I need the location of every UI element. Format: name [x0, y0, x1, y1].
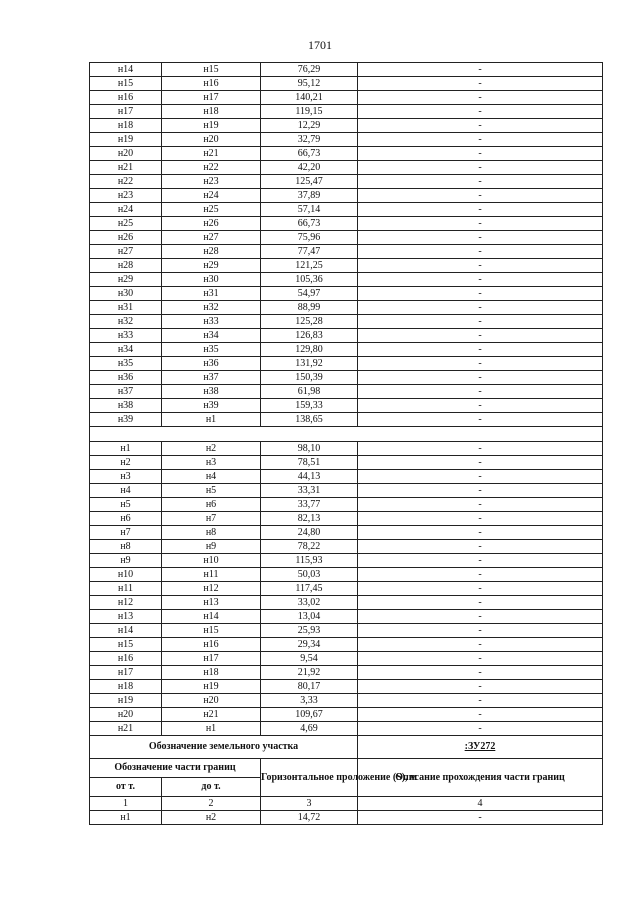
- horizontal-distance: 150,39: [261, 371, 358, 385]
- from-point: н20: [90, 147, 162, 161]
- table-row: [90, 385, 603, 399]
- horizontal-distance: 14,72: [261, 811, 358, 825]
- from-point: н16: [90, 91, 162, 105]
- table2-body: [90, 442, 603, 736]
- to-point: н4: [162, 470, 261, 484]
- horizontal-distance: 126,83: [261, 329, 358, 343]
- horizontal-distance: 44,13: [261, 470, 358, 484]
- horizontal-distance: 29,34: [261, 638, 358, 652]
- horizontal-distance: 24,80: [261, 526, 358, 540]
- from-point: н8: [90, 540, 162, 554]
- to-point: н20: [162, 133, 261, 147]
- from-point: н9: [90, 554, 162, 568]
- to-point: н30: [162, 273, 261, 287]
- horizontal-distance: 98,10: [261, 442, 358, 456]
- header-description: Описание прохождения части границ: [358, 759, 603, 797]
- from-point: н15: [90, 77, 162, 91]
- table-row: [90, 273, 603, 287]
- description: -: [358, 385, 603, 399]
- horizontal-distance: 88,99: [261, 301, 358, 315]
- from-point: н21: [90, 161, 162, 175]
- from-point: н31: [90, 301, 162, 315]
- horizontal-distance: 82,13: [261, 512, 358, 526]
- table-row: [90, 442, 603, 456]
- description: -: [358, 484, 603, 498]
- horizontal-distance: 37,89: [261, 189, 358, 203]
- horizontal-distance: 117,45: [261, 582, 358, 596]
- to-point: н33: [162, 315, 261, 329]
- description: -: [358, 245, 603, 259]
- from-point: н13: [90, 610, 162, 624]
- from-point: н17: [90, 105, 162, 119]
- table-row: [90, 540, 603, 554]
- from-point: н26: [90, 231, 162, 245]
- from-point: н14: [90, 624, 162, 638]
- horizontal-distance: 54,97: [261, 287, 358, 301]
- horizontal-distance: 109,67: [261, 708, 358, 722]
- to-point: н7: [162, 512, 261, 526]
- table-row: [90, 371, 603, 385]
- table-row: [90, 666, 603, 680]
- from-point: н32: [90, 315, 162, 329]
- horizontal-distance: 57,14: [261, 203, 358, 217]
- table-row: [90, 413, 603, 427]
- description: -: [358, 624, 603, 638]
- from-point: н17: [90, 666, 162, 680]
- table1-body: [90, 63, 603, 427]
- horizontal-distance: 129,80: [261, 343, 358, 357]
- to-point: н3: [162, 456, 261, 470]
- to-point: н13: [162, 596, 261, 610]
- description: -: [358, 287, 603, 301]
- to-point: н18: [162, 105, 261, 119]
- from-point: н27: [90, 245, 162, 259]
- table-row: [90, 287, 603, 301]
- horizontal-distance: 4,69: [261, 722, 358, 736]
- description: -: [358, 105, 603, 119]
- horizontal-distance: 33,31: [261, 484, 358, 498]
- from-point: н35: [90, 357, 162, 371]
- description: -: [358, 638, 603, 652]
- description: -: [358, 329, 603, 343]
- from-point: н22: [90, 175, 162, 189]
- page-number: 1701: [308, 38, 332, 52]
- description: -: [358, 413, 603, 427]
- to-point: н29: [162, 259, 261, 273]
- description: -: [358, 596, 603, 610]
- horizontal-distance: 78,51: [261, 456, 358, 470]
- to-point: н25: [162, 203, 261, 217]
- table-row: [90, 189, 603, 203]
- from-point: н11: [90, 582, 162, 596]
- description: -: [358, 133, 603, 147]
- table-row: [90, 231, 603, 245]
- from-point: н15: [90, 638, 162, 652]
- description: -: [358, 554, 603, 568]
- to-point: н21: [162, 708, 261, 722]
- table-row: [90, 105, 603, 119]
- table-row: [90, 63, 603, 77]
- table-row: [90, 596, 603, 610]
- from-point: н14: [90, 63, 162, 77]
- table-row: [90, 811, 603, 825]
- from-point: н5: [90, 498, 162, 512]
- table-row: [90, 470, 603, 484]
- table-row: [90, 399, 603, 413]
- table-row: [90, 708, 603, 722]
- description: -: [358, 811, 603, 825]
- horizontal-distance: 33,77: [261, 498, 358, 512]
- description: -: [358, 526, 603, 540]
- horizontal-distance: 159,33: [261, 399, 358, 413]
- to-point: н2: [162, 811, 261, 825]
- to-point: н10: [162, 554, 261, 568]
- section-separator: [90, 427, 603, 442]
- description: -: [358, 273, 603, 287]
- to-point: н26: [162, 217, 261, 231]
- horizontal-distance: 12,29: [261, 119, 358, 133]
- horizontal-distance: 138,65: [261, 413, 358, 427]
- from-point: н18: [90, 680, 162, 694]
- description: -: [358, 722, 603, 736]
- horizontal-distance: 77,47: [261, 245, 358, 259]
- table-row: [90, 77, 603, 91]
- to-point: н28: [162, 245, 261, 259]
- to-point: н11: [162, 568, 261, 582]
- description: -: [358, 259, 603, 273]
- from-point: н19: [90, 694, 162, 708]
- table-row: [90, 526, 603, 540]
- description: -: [358, 399, 603, 413]
- table-row: [90, 147, 603, 161]
- header-horizontal: Горизонтальное проложение (S), м: [261, 759, 358, 797]
- to-point: н21: [162, 147, 261, 161]
- to-point: н1: [162, 413, 261, 427]
- table-row: [90, 512, 603, 526]
- horizontal-distance: 61,98: [261, 385, 358, 399]
- description: -: [358, 568, 603, 582]
- from-point: н7: [90, 526, 162, 540]
- description: -: [358, 357, 603, 371]
- to-point: н5: [162, 484, 261, 498]
- to-point: н15: [162, 63, 261, 77]
- to-point: н6: [162, 498, 261, 512]
- description: -: [358, 189, 603, 203]
- description: -: [358, 343, 603, 357]
- description: -: [358, 456, 603, 470]
- to-point: н17: [162, 652, 261, 666]
- description: -: [358, 119, 603, 133]
- table-row: [90, 568, 603, 582]
- table-row: [90, 610, 603, 624]
- table-row: [90, 456, 603, 470]
- horizontal-distance: 66,73: [261, 217, 358, 231]
- table-row: [90, 245, 603, 259]
- description: -: [358, 175, 603, 189]
- to-point: н19: [162, 680, 261, 694]
- from-point: н21: [90, 722, 162, 736]
- from-point: н2: [90, 456, 162, 470]
- to-point: н20: [162, 694, 261, 708]
- to-point: н15: [162, 624, 261, 638]
- from-point: н19: [90, 133, 162, 147]
- horizontal-distance: 140,21: [261, 91, 358, 105]
- description: -: [358, 315, 603, 329]
- horizontal-distance: 78,22: [261, 540, 358, 554]
- horizontal-distance: 76,29: [261, 63, 358, 77]
- horizontal-distance: 75,96: [261, 231, 358, 245]
- column-numbers-row: [90, 797, 603, 811]
- table-row: [90, 498, 603, 512]
- col-number-3: 3: [261, 797, 358, 811]
- parcel-title-row: [90, 736, 603, 759]
- horizontal-distance: 121,25: [261, 259, 358, 273]
- to-point: н12: [162, 582, 261, 596]
- col-number-4: 4: [358, 797, 603, 811]
- horizontal-distance: 119,15: [261, 105, 358, 119]
- from-point: н39: [90, 413, 162, 427]
- table3-body: [90, 811, 603, 825]
- description: -: [358, 694, 603, 708]
- from-point: н24: [90, 203, 162, 217]
- to-point: н19: [162, 119, 261, 133]
- from-point: н38: [90, 399, 162, 413]
- table-row: [90, 217, 603, 231]
- table-row: [90, 484, 603, 498]
- from-point: н29: [90, 273, 162, 287]
- from-point: н4: [90, 484, 162, 498]
- table-row: [90, 624, 603, 638]
- description: -: [358, 708, 603, 722]
- from-point: н1: [90, 811, 162, 825]
- from-point: н12: [90, 596, 162, 610]
- to-point: н16: [162, 77, 261, 91]
- to-point: н27: [162, 231, 261, 245]
- description: -: [358, 217, 603, 231]
- table-row: [90, 554, 603, 568]
- col-number-2: 2: [162, 797, 261, 811]
- col-number-1: 1: [90, 797, 162, 811]
- table-row: [90, 175, 603, 189]
- from-point: н28: [90, 259, 162, 273]
- from-point: н25: [90, 217, 162, 231]
- description: -: [358, 91, 603, 105]
- header-to: до т.: [162, 778, 261, 797]
- from-point: н3: [90, 470, 162, 484]
- table-row: [90, 694, 603, 708]
- table-row: [90, 133, 603, 147]
- table-row: [90, 722, 603, 736]
- parcel-ref: :ЗУ272: [358, 736, 603, 759]
- description: -: [358, 147, 603, 161]
- from-point: н20: [90, 708, 162, 722]
- to-point: н38: [162, 385, 261, 399]
- horizontal-distance: 131,92: [261, 357, 358, 371]
- horizontal-distance: 125,28: [261, 315, 358, 329]
- from-point: н37: [90, 385, 162, 399]
- table-row: [90, 652, 603, 666]
- table-row: [90, 357, 603, 371]
- boundary-table: [89, 62, 603, 825]
- description: -: [358, 540, 603, 554]
- from-point: н16: [90, 652, 162, 666]
- table-row: [90, 582, 603, 596]
- to-point: н14: [162, 610, 261, 624]
- to-point: н37: [162, 371, 261, 385]
- table-row: [90, 119, 603, 133]
- table-row: [90, 638, 603, 652]
- horizontal-distance: 9,54: [261, 652, 358, 666]
- description: -: [358, 301, 603, 315]
- description: -: [358, 610, 603, 624]
- horizontal-distance: 80,17: [261, 680, 358, 694]
- description: -: [358, 666, 603, 680]
- description: -: [358, 371, 603, 385]
- horizontal-distance: 33,02: [261, 596, 358, 610]
- description: -: [358, 63, 603, 77]
- from-point: н36: [90, 371, 162, 385]
- table-row: [90, 329, 603, 343]
- description: -: [358, 442, 603, 456]
- from-point: н18: [90, 119, 162, 133]
- to-point: н16: [162, 638, 261, 652]
- table-row: [90, 315, 603, 329]
- parcel-title: Обозначение земельного участка: [90, 736, 358, 759]
- to-point: н17: [162, 91, 261, 105]
- header-row-1: [90, 759, 603, 778]
- horizontal-distance: 3,33: [261, 694, 358, 708]
- horizontal-distance: 25,93: [261, 624, 358, 638]
- from-point: н30: [90, 287, 162, 301]
- horizontal-distance: 105,36: [261, 273, 358, 287]
- to-point: н35: [162, 343, 261, 357]
- to-point: н31: [162, 287, 261, 301]
- from-point: н6: [90, 512, 162, 526]
- to-point: н39: [162, 399, 261, 413]
- description: -: [358, 161, 603, 175]
- to-point: н9: [162, 540, 261, 554]
- table-row: [90, 203, 603, 217]
- from-point: н1: [90, 442, 162, 456]
- horizontal-distance: 66,73: [261, 147, 358, 161]
- table-row: [90, 91, 603, 105]
- description: -: [358, 203, 603, 217]
- table-row: [90, 680, 603, 694]
- horizontal-distance: 42,20: [261, 161, 358, 175]
- to-point: н36: [162, 357, 261, 371]
- from-point: н23: [90, 189, 162, 203]
- description: -: [358, 652, 603, 666]
- from-point: н34: [90, 343, 162, 357]
- header-from: от т.: [90, 778, 162, 797]
- table-row: [90, 259, 603, 273]
- to-point: н1: [162, 722, 261, 736]
- from-point: н33: [90, 329, 162, 343]
- description: -: [358, 470, 603, 484]
- horizontal-distance: 32,79: [261, 133, 358, 147]
- horizontal-distance: 13,04: [261, 610, 358, 624]
- description: -: [358, 498, 603, 512]
- description: -: [358, 512, 603, 526]
- table-row: [90, 343, 603, 357]
- to-point: н34: [162, 329, 261, 343]
- to-point: н8: [162, 526, 261, 540]
- to-point: н18: [162, 666, 261, 680]
- to-point: н32: [162, 301, 261, 315]
- description: -: [358, 582, 603, 596]
- table-row: [90, 161, 603, 175]
- horizontal-distance: 21,92: [261, 666, 358, 680]
- description: -: [358, 231, 603, 245]
- horizontal-distance: 95,12: [261, 77, 358, 91]
- description: -: [358, 77, 603, 91]
- description: -: [358, 680, 603, 694]
- header-part-boundaries: Обозначение части границ: [90, 759, 261, 778]
- to-point: н22: [162, 161, 261, 175]
- to-point: н2: [162, 442, 261, 456]
- from-point: н10: [90, 568, 162, 582]
- horizontal-distance: 50,03: [261, 568, 358, 582]
- horizontal-distance: 125,47: [261, 175, 358, 189]
- table-row: [90, 301, 603, 315]
- to-point: н23: [162, 175, 261, 189]
- to-point: н24: [162, 189, 261, 203]
- horizontal-distance: 115,93: [261, 554, 358, 568]
